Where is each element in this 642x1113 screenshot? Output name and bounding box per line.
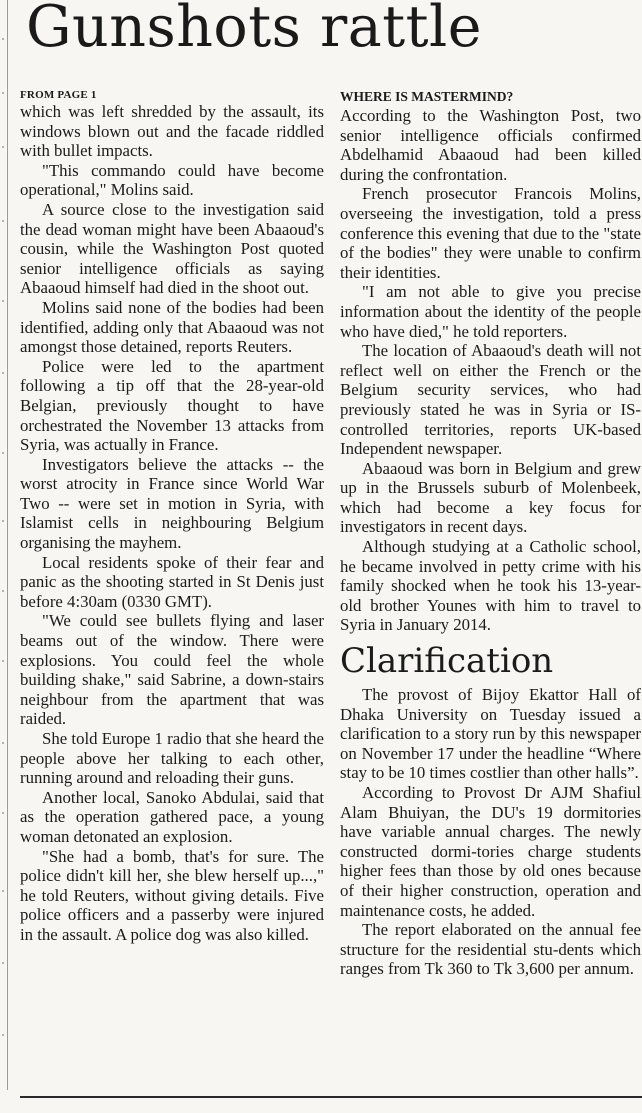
paragraph: Another local, Sanoko Abdulai, said that as the operation gathered pace, a young woman detonated an explosion. — [20, 787, 324, 846]
paragraph: She told Europe 1 radio that she heard the people above her talking to each other, running around and reloading their guns. — [20, 729, 324, 788]
page-bottom-rule — [20, 1096, 642, 1098]
paragraph: "This commando could have become operational," Molins said. — [20, 160, 324, 200]
paragraph: which was left shredded by the assault, its windows blown out and the facade riddled with bullet impacts. — [20, 102, 324, 161]
paragraph: "We could see bullets flying and laser beams out of the window. There were explosions. You could feel the whole building shake," said Sabrine, a down-stairs neighbour from the apartment that was raided. — [20, 611, 324, 729]
paragraph: Local residents spoke of their fear and panic as the shooting started in St Denis just before 4:30am (0330 GMT). — [20, 552, 324, 611]
paragraph: According to the Washington Post, two senior intelligence officials confirmed Abdelhamid Abaaoud had been killed during the confrontation. — [340, 106, 641, 184]
left-column — [20, 88, 324, 945]
paragraph: Police were led to the apartment following a tip off that the 28-year-old Belgian, previously thought to have orchestrated the November 13 attacks from Syria, was actually in France. — [20, 356, 324, 455]
paragraph: A source close to the investigation said the dead woman might have been Abaaoud's cousin, while the Washington Post quoted senior intelligence officials as saying Abaaoud himself had died in the shoot out. — [20, 199, 324, 298]
paragraph: Although studying at a Catholic school, he became involved in petty crime with his family shocked when he took his 13-year-old brother Younes with him to travel to Syria in January 2014. — [340, 537, 641, 635]
clarification-body — [340, 685, 641, 979]
continuation-kicker: FROM PAGE 1 — [20, 89, 97, 101]
paragraph: French prosecutor Francois Molins, overseeing the investigation, told a press conference this evening that due to the "state of the bodies" they were unable to confirm their identities. — [340, 184, 641, 282]
column-gutter-rule — [7, 0, 8, 1090]
paragraph: The provost of Bijoy Ekattor Hall of Dhaka University on Tuesday issued a clarification to a story run by this newspaper on November 17 under the headline “Where stay to be 10 times costlier than other halls”. — [340, 685, 641, 783]
paragraph: "She had a bomb, that's for sure. The police didn't kill her, she blew herself up...," he told Reuters, without giving details. Five police officers and a passerby were injured in the assault. A police dog was also killed. — [20, 846, 324, 944]
gutter-marks — [0, 0, 6, 1090]
clarification-title: Clarification — [340, 641, 554, 682]
paragraph: According to Provost Dr AJM Shafiul Alam Bhuiyan, the DU's 19 dormitories have variable annual charges. The newly constructed dormi-tories charge students higher fees than those by old ones because of their higher construction, operation and maintenance costs, he added. — [340, 783, 641, 920]
section-subhead: WHERE IS MASTERMIND? — [340, 89, 514, 104]
right-column — [340, 88, 641, 979]
paragraph: Molins said none of the bodies had been identified, adding only that Abaaoud was not amongst those detained, reports Reuters. — [20, 297, 324, 357]
paragraph: "I am not able to give you precise information about the identity of the people who have died," he told reporters. — [340, 282, 641, 341]
paragraph: Investigators believe the attacks -- the worst atrocity in France since World War Two -- were set in motion in Syria, with Islamist cells in neighbouring Belgium organising the mayhem. — [20, 454, 324, 553]
paragraph: Abaaoud was born in Belgium and grew up in the Brussels suburb of Molenbeek, which had become a key focus for investigators in recent days. — [340, 458, 641, 537]
paragraph: The report elaborated on the annual fee structure for the residential stu-dents which ranges from Tk 360 to Tk 3,600 per annum. — [340, 920, 641, 979]
paragraph: The location of Abaaoud's death will not reflect well on either the French or the Belgium security services, who had previously stated he was in Syria or IS-controlled territories, reports UK-based Independent newspaper. — [340, 341, 641, 459]
headline: Gunshots rattle — [26, 0, 483, 60]
